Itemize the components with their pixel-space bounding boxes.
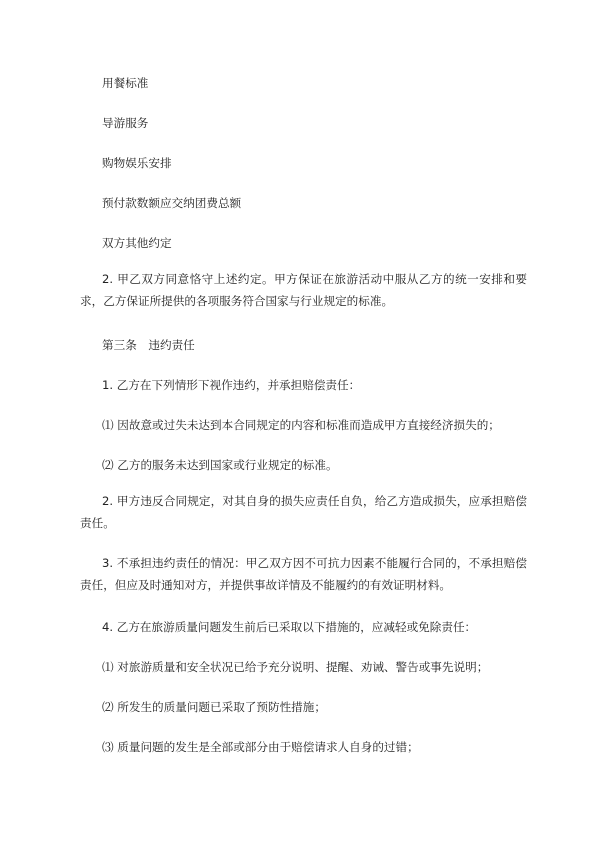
paragraph-breach-3: 3. 不承担违约责任的情况：甲乙双方因不可抗力因素不能履行合同的，不承担赔偿责任，但应及时通知对方，并提供事故详情及不能履约的有效证明材料。 [80, 556, 527, 592]
section-heading-article-3: 第三条 违约责任 [102, 338, 195, 352]
paragraph-breach-2: 2. 甲方违反合同规定，对其自身的损失应责任自负，给乙方造成损失，应承担赔偿责任。 [80, 494, 527, 530]
paragraph-prepayment: 预付款数额应交纳团费总额 [102, 196, 242, 210]
paragraph-clause-2: 2. 甲乙双方同意恪守上述约定。甲方保证在旅游活动中服从乙方的统一安排和要求，乙方保证所提供的各项服务符合国家与行业规定的标准。 [80, 272, 527, 308]
paragraph-breach-1-item-2: ⑵ 乙方的服务未达到国家或行业规定的标准。 [102, 458, 338, 472]
paragraph-other-agreements: 双方其他约定 [102, 236, 172, 250]
paragraph-breach-1-item-1: ⑴ 因故意或过失未达到本合同规定的内容和标准而造成甲方直接经济损失的； [102, 418, 500, 432]
paragraph-breach-4-item-1: ⑴ 对旅游质量和安全状况已给予充分说明、提醒、劝诫、警告或事先说明； [102, 660, 489, 674]
paragraph-breach-4-item-2: ⑵ 所发生的质量问题已采取了预防性措施； [102, 700, 326, 714]
paragraph-meal-standard: 用餐标准 [102, 76, 149, 90]
paragraph-shopping-entertainment: 购物娱乐安排 [102, 156, 172, 170]
paragraph-breach-4: 4. 乙方在旅游质量问题发生前后已采取以下措施的，应减轻或免除责任： [102, 620, 477, 634]
paragraph-breach-4-item-3: ⑶ 质量问题的发生是全部或部分由于赔偿请求人自身的过错； [102, 740, 419, 754]
paragraph-guide-service: 导游服务 [102, 116, 149, 130]
paragraph-breach-1: 1. 乙方在下列情形下视作违约，并承担赔偿责任： [102, 378, 361, 392]
